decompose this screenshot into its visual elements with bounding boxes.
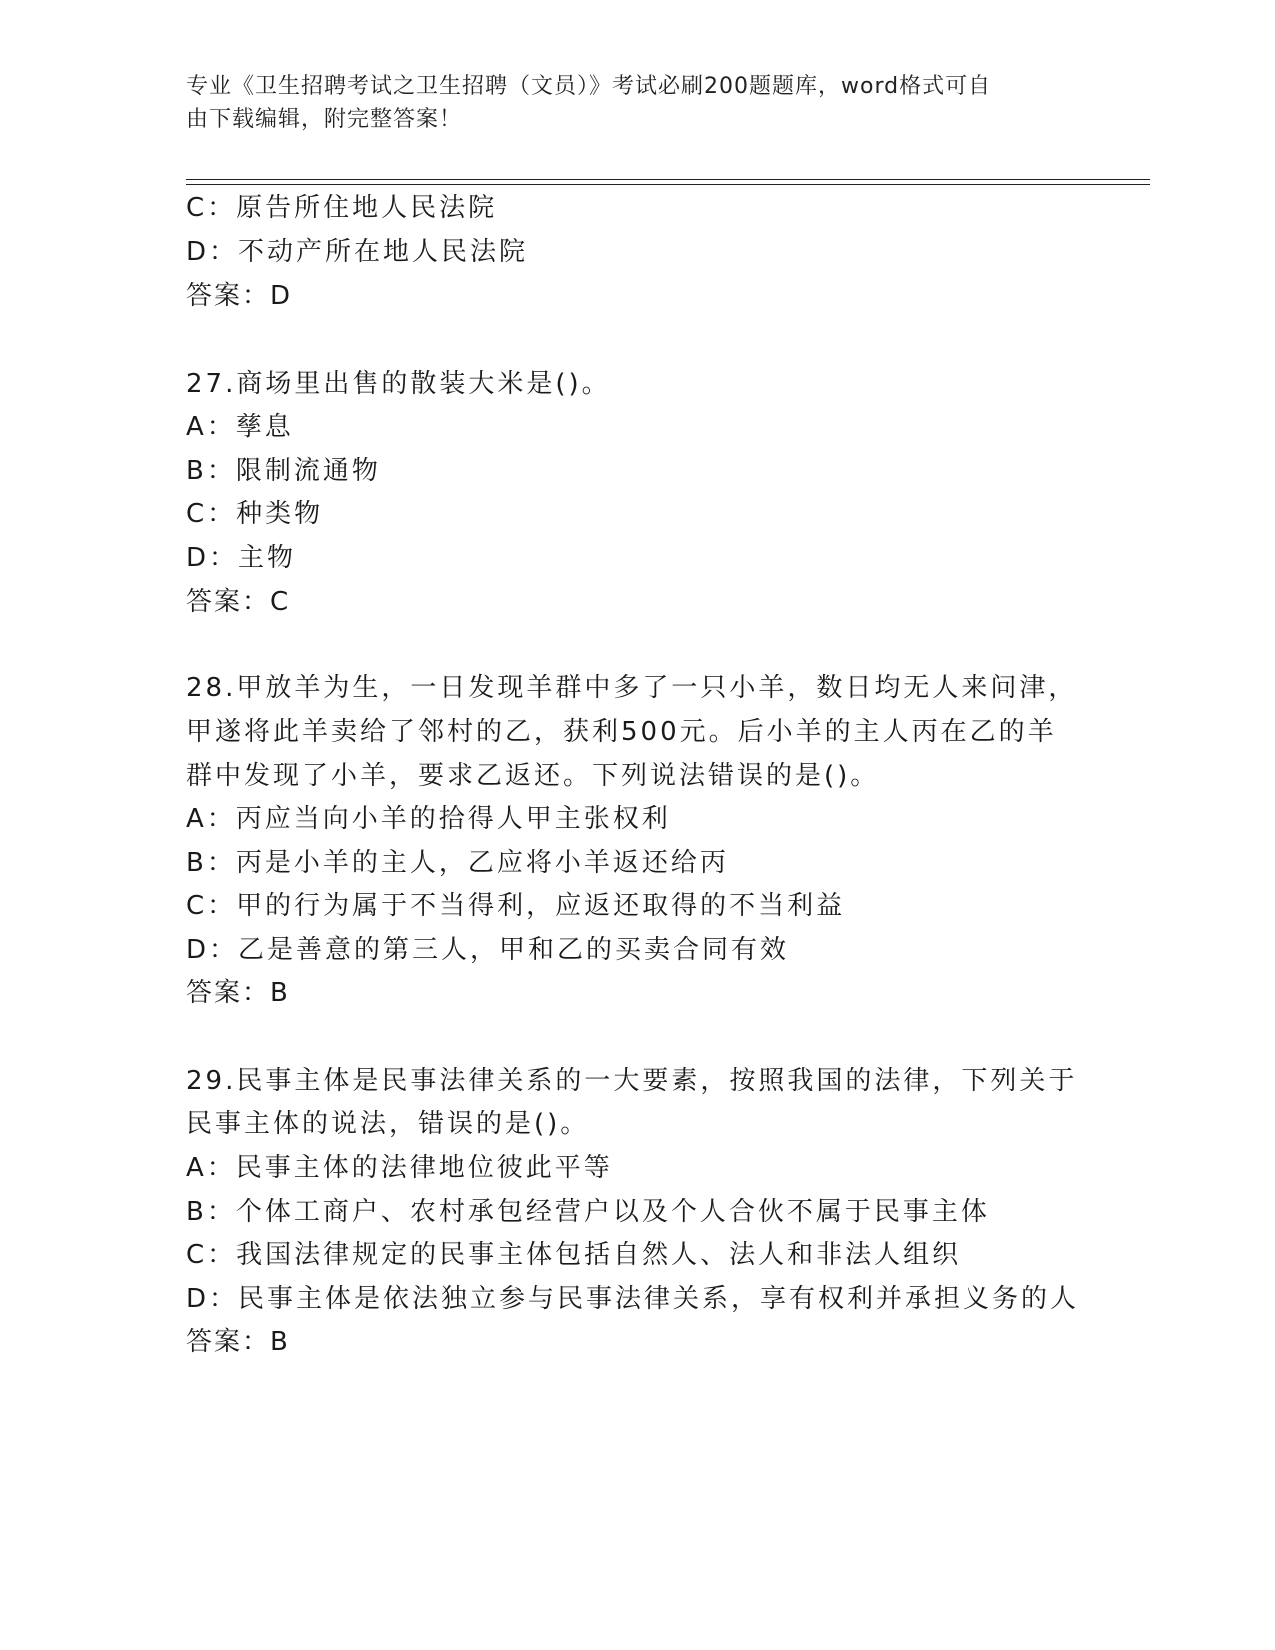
document-header	[186, 70, 1066, 136]
q29-option-b: B：个体工商户、农村承包经营户以及个人合伙不属于民事主体	[186, 1197, 990, 1227]
q29-stem-line-1: 29.民事主体是民事法律关系的一大要素，按照我国的法律，下列关于	[186, 1066, 1078, 1096]
prev-answer: 答案：D	[186, 281, 293, 311]
prev-option-d: D：不动产所在地人民法院	[186, 237, 529, 267]
q29-option-d: D：民事主体是依法独立参与民事法律关系，享有权利并承担义务的人	[186, 1284, 1080, 1314]
q29-option-c: C：我国法律规定的民事主体包括自然人、法人和非法人组织	[186, 1240, 962, 1270]
prev-option-c: C：原告所住地人民法院	[186, 193, 498, 223]
q27-option-a: A：孳息	[186, 412, 294, 442]
q28-option-b: B：丙是小羊的主人，乙应将小羊返还给丙	[186, 848, 729, 878]
q28-stem-line-3: 群中发现了小羊，要求乙返还。下列说法错误的是()。	[186, 761, 880, 791]
q29-answer: 答案：B	[186, 1327, 290, 1357]
q27-answer: 答案：C	[186, 587, 291, 617]
q27-option-c: C：种类物	[186, 499, 324, 529]
q27-option-d: D：主物	[186, 543, 297, 573]
header-divider-bottom	[186, 184, 1150, 185]
q29-option-a: A：民事主体的法律地位彼此平等	[186, 1153, 613, 1183]
q28-option-a: A：丙应当向小羊的拾得人甲主张权利	[186, 804, 671, 834]
q28-stem-line-1: 28.甲放羊为生，一日发现羊群中多了一只小羊，数日均无人来问津，	[186, 673, 1078, 703]
q28-stem-line-2: 甲遂将此羊卖给了邻村的乙，获利500元。后小羊的主人丙在乙的羊	[186, 717, 1057, 747]
header-line-1: 专业《卫生招聘考试之卫生招聘（文员）》考试必刷200题题库，word格式可自	[186, 74, 992, 99]
q28-answer: 答案：B	[186, 978, 290, 1008]
q27-option-b: B：限制流通物	[186, 456, 381, 486]
header-divider-top	[186, 179, 1150, 180]
header-line-2: 由下载编辑，附完整答案！	[186, 107, 463, 132]
q28-option-c: C：甲的行为属于不当得利，应返还取得的不当利益	[186, 891, 846, 921]
q29-stem-line-2: 民事主体的说法，错误的是()。	[186, 1109, 590, 1139]
q27-stem: 27.商场里出售的散装大米是()。	[186, 369, 611, 399]
q28-option-d: D：乙是善意的第三人，甲和乙的买卖合同有效	[186, 935, 790, 965]
